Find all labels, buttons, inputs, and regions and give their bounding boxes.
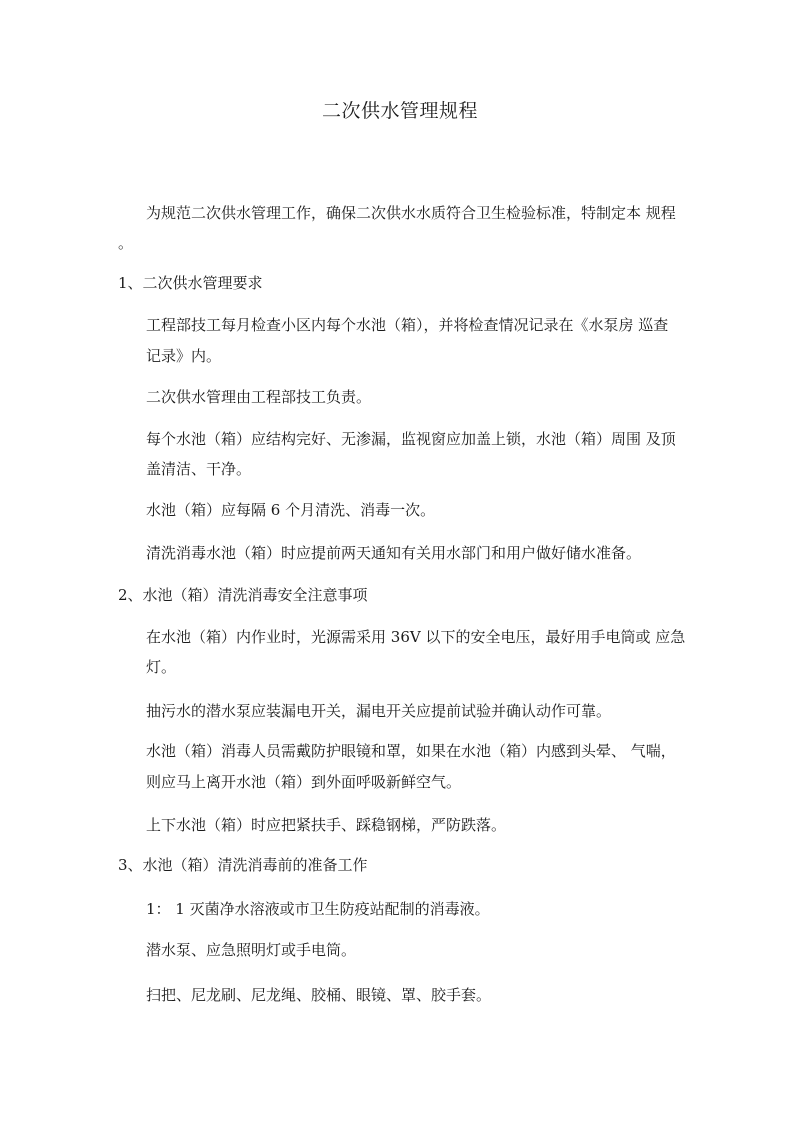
section-3-heading: 3、水池（箱）清洗消毒前的准备工作	[118, 856, 368, 874]
section-3-paragraph-1: 1： 1 灭菌净水溶液或市卫生防疫站配制的消毒液。	[146, 900, 490, 918]
section-1-paragraph-4: 水池（箱）应每隔 6 个月清洗、消毒一次。	[146, 501, 436, 519]
section-1-heading: 1、二次供水管理要求	[118, 274, 263, 292]
section-1-paragraph-5: 清洗消毒水池（箱）时应提前两天通知有关用水部门和用户做好储水准备。	[146, 544, 642, 562]
section-1-paragraph-3-line-1: 每个水池（箱）应结构完好、无渗漏，监视窗应加盖上锁，水池（箱）周围 及顶	[146, 430, 676, 448]
section-1-paragraph-1-line-1: 工程部技工每月检查小区内每个水池（箱），并将检查情况记录在《水泵房 巡查	[146, 316, 669, 334]
section-2-heading: 2、水池（箱）清洗消毒安全注意事项	[118, 586, 368, 604]
section-1-paragraph-3-line-2: 盖清洁、干净。	[146, 460, 252, 478]
section-1-paragraph-1-line-2: 记录》内。	[146, 347, 222, 365]
section-3-paragraph-3: 扫把、尼龙刷、尼龙绳、胶桶、眼镜、罩、胶手套。	[146, 986, 492, 1004]
section-2-paragraph-3-line-1: 水池（箱）消毒人员需戴防护眼镜和罩，如果在水池（箱）内感到头晕、 气喘，	[146, 742, 676, 760]
section-2-paragraph-1-line-2: 灯。	[146, 658, 177, 676]
section-3-paragraph-2: 潜水泵、应急照明灯或手电筒。	[146, 941, 357, 959]
section-2-paragraph-1-line-1: 在水池（箱）内作业时，光源需采用 36V 以下的安全电压，最好用手电筒或 应急	[146, 628, 686, 646]
section-2-paragraph-2: 抽污水的潜水泵应装漏电开关，漏电开关应提前试验并确认动作可靠。	[146, 702, 612, 720]
section-2-paragraph-3-line-2: 则应马上离开水池（箱）到外面呼吸新鲜空气。	[146, 773, 462, 791]
intro-line-1: 为规范二次供水管理工作，确保二次供水水质符合卫生检验标准，特制定本 规程	[146, 204, 676, 222]
section-1-paragraph-2: 二次供水管理由工程部技工负责。	[146, 388, 372, 406]
section-2-paragraph-4: 上下水池（箱）时应把紧扶手、踩稳钢梯，严防跌落。	[146, 816, 507, 834]
page-title: 二次供水管理规程	[321, 100, 478, 122]
intro-line-2: 。	[118, 234, 134, 252]
